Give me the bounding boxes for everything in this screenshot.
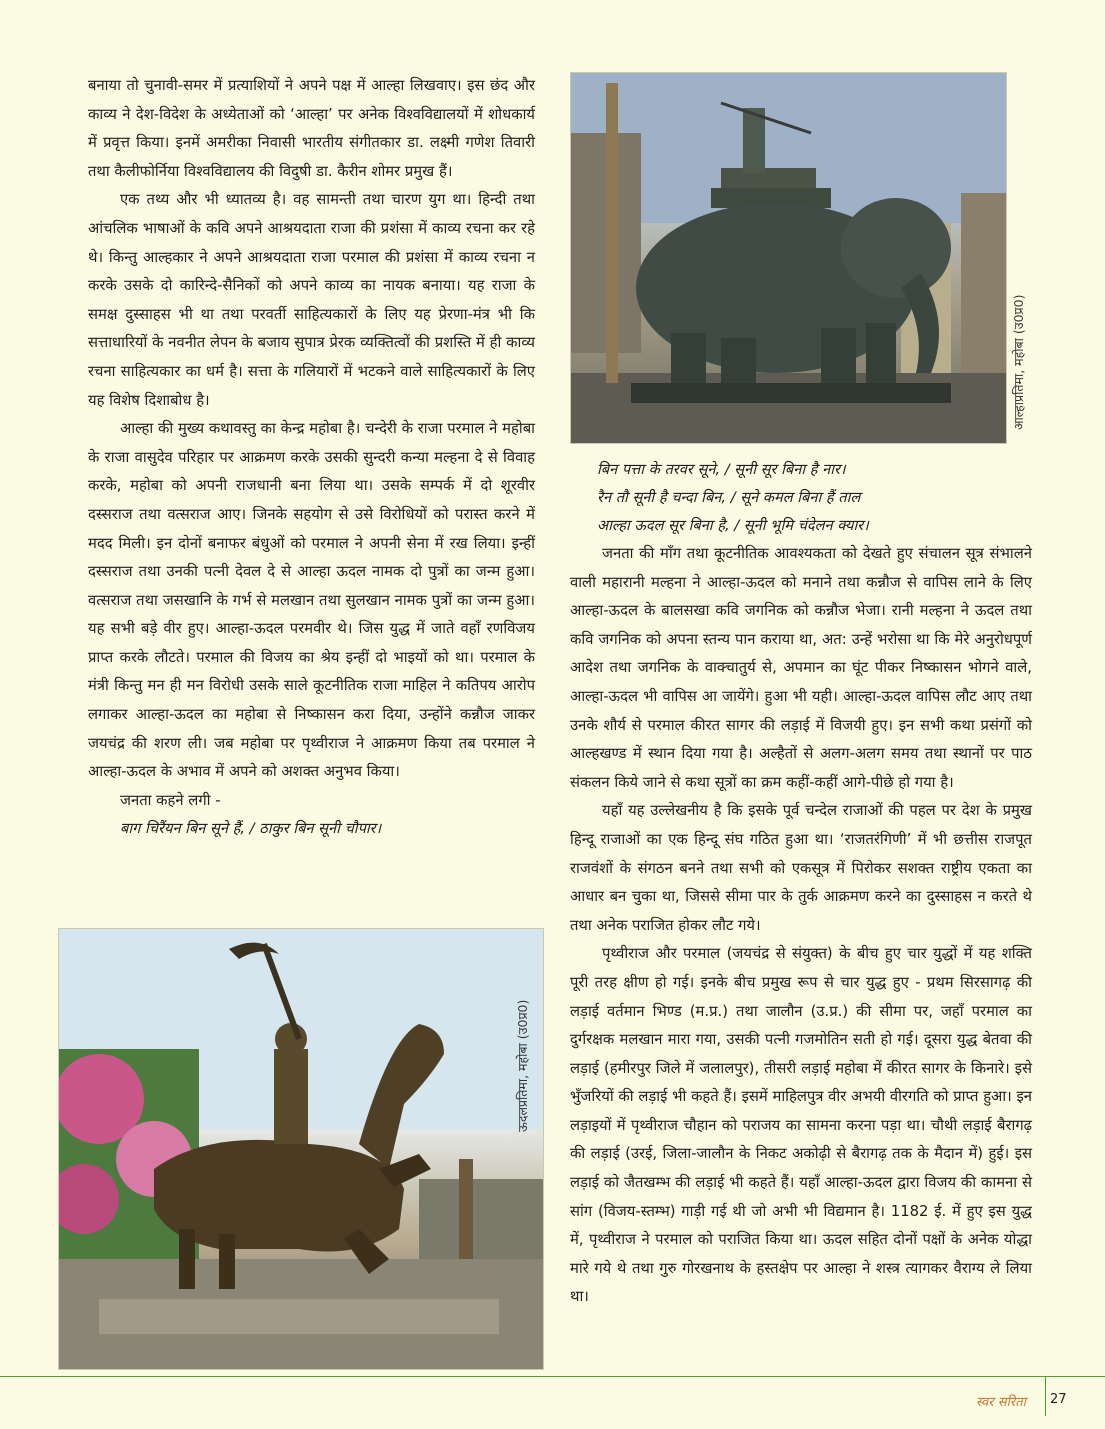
verse-line: रैन तौ सूनी है चन्दा बिन, / सूने कमल बिना हैं ताल [597,489,861,506]
horse-photo-caption: ऊदलप्रतिमा, महोबा (उ0प्र0) [515,999,530,1132]
paragraph: पृथ्वीराज और परमाल (जयचंद्र से संयुक्त) के बीच हुए चार युद्धों में यह शक्ति पूरी तरह क्षीण हो गई। इनके बीच प्रमुख रूप से चार युद्ध हुए - प्रथम सिरसागढ़ की लड़ाई वर्तमान भिण्ड (म.प्र.) तथा जालौन (उ.प्र.) की सीमा पर, जहाँ परमाल का दुर्गरक्षक मलखान मारा गया, उसकी पत्नी गजमोतिन सती हो गई। दूसरा युद्ध बेतवा की लड़ाई (हमीरपुर जिले में जलालपुर), तीसरी लड़ाई महोबा में कीरत सागर के किनारे। इसे भुँजरियों की लड़ाई भी कहते हैं। इसमें माहिलपुत्र वीर अभयी वीरगति को प्राप्त हुआ। इन लड़ाइयों में पृथ्वीराज चौहान को पराजय का सामना करना पड़ा था। चौथी लड़ाई बैरागढ़ की लड़ाई (उरई, जिला-जालौन के निकट अकोढ़ी से बैरागढ़ तक के मैदान में) हुई। इस लड़ाई को जैतखम्भ की लड़ाई भी कहते हैं। यहाँ आल्हा-ऊदल द्वारा विजय की कामना से सांग (विजय-स्तम्भ) गाड़ी गई थी जो अभी भी विद्यमान है। 1182 ई. में हुए इस युद्ध में, पृथ्वीराज ने परमाल को पराजित किया था। ऊदल सहित दोनों पक्षों के अनेक योद्धा मारे गये थे तथा गुरु गोरखनाथ के हस्तक्षेप पर आल्हा ने शस्त्र त्यागकर वैराग्य ले लिया था। [570,945,1032,1306]
footer-divider [0,1376,1105,1377]
right-verse [597,456,1017,540]
paragraph: यहाँ यह उल्लेखनीय है कि इसके पूर्व चन्देल राजाओं की पहल पर देश के प्रमुख हिन्दू राजाओं का एक हिन्दू संघ गठित हुआ था। ‘राजतरंगिणी’ में भी छत्तीस राजपूत राजवंशों के संगठन बनने तथा सभी को एकसूत्र में पिरोकर सशक्त राष्ट्रीय एकता का आधार बन चुका था, जिससे सीमा पार के तुर्क आक्रमण करने का दुस्साहस न करते थे तथा अनेक पराजित होकर लौट गये। [570,802,1032,934]
paragraph: आल्हा की मुख्य कथावस्तु का केन्द्र महोबा है। चन्देरी के राजा परमाल ने महोबा के राजा वासुदेव परिहार पर आक्रमण करके उसकी सुन्दरी कन्या मल्हना दे से विवाह करके, महोबा को अपनी राजधानी बना लिया था। उसके सम्पर्क में दो शूरवीर दस्सराज तथा वत्सराज आए। जिनके सहयोग से उसे विरोधियों को परास्त करने में मदद मिली। इन दोनों बनाफर बंधुओं को परमाल ने अपनी सेना में रख लिया। इन्हीं दस्सराज तथा उनकी पत्नी देवल दे से आल्हा ऊदल नामक दो पुत्रों का जन्म हुआ। वत्सराज तथा जसखानि के गर्भ से मलखान तथा सुलखान नामक पुत्रों का जन्म हुआ। यह सभी बड़े वीर हुए। आल्हा-ऊदल परमवीर थे। जिस युद्ध में जाते वहाँ रणविजय प्राप्त करके लौटते। परमाल की विजय का श्रेय इन्हीं दो भाइयों को था। परमाल के मंत्री किन्तु मन ही मन विरोधी उसके साले कूटनीतिक राजा माहिल ने कतिपय आरोप लगाकर आल्हा-ऊदल का महोबा से निष्कासन करा दिया, उन्होंने कन्नौज जाकर जयचंद्र की शरण ली। जब महोबा पर पृथ्वीराज ने आक्रमण किया तब परमाल ने आल्हा-ऊदल के अभाव में अपने को अशक्त अनुभव किया। [88,420,535,781]
udal-statue-photo [58,928,544,1370]
paragraph: जनता की माँग तथा कूटनीतिक आवश्यकता को देखते हुए संचालन सूत्र संभालने वाली महारानी मल्हना ने आल्हा-ऊदल को मनाने तथा कन्नौज से वापिस लाने के लिए आल्हा-ऊदल के बालसखा कवि जगनिक को कन्नौज भेजा। रानी मल्हना ने ऊदल तथा कवि जगनिक को अपना स्तन्य पान कराया था, अत: उन्हें भरोसा था कि मेरे अनुरोधपूर्ण आदेश तथा जगनिक के वाक्चातुर्य से, अपमान का घूंट पीकर निष्कासन भोगने वाले, आल्हा-ऊदल भी वापिस आ जायेंगे। हुआ भी यही। आल्हा-ऊदल वापिस लौट आए तथा उनके शौर्य से परमाल कीरत सागर की लड़ाई में विजयी हुए। इन सभी कथा प्रसंगों को आल्हखण्ड में स्थान दिया गया है। अल्हैतों से अलग-अलग समय तथा स्थानों पर पाठ संकलन किये जाने से कथा सूत्रों का क्रम कहीं-कहीं आगे-पीछे हो गया है। [570,545,1032,791]
paragraph: बनाया तो चुनावी-समर में प्रत्याशियों ने अपने पक्ष में आल्हा लिखवाए। इस छंद और काव्य ने देश-विदेश के अध्येताओं को ‘आल्हा’ पर अनेक विश्वविद्यालयों में शोधकार्य में प्रवृत्त किया। इनमें अमरीका निवासी भारतीय संगीतकार डा. लक्ष्मी गणेश तिवारी तथा कैलीफोर्निया विश्वविद्यालय की विदुषी डा. कैरीन शोमर प्रमुख हैं। [88,77,535,180]
page-number: 27 [1050,1392,1067,1407]
right-column [570,540,1032,1312]
magazine-title: स्वर सरिता [976,1395,1026,1410]
paragraph: एक तथ्य और भी ध्यातव्य है। वह सामन्ती तथा चारण युग था। हिन्दी तथा आंचलिक भाषाओं के कवि अपने आश्रयदाता राजा की प्रशंसा में काव्य रचना कर रहे थे। किन्तु आल्हकार ने अपने आश्रयदाता राजा परमाल की प्रशंसा में काव्य रचना न करके उसके दो कारिन्दे-सैनिकों को अपने काव्य का नायक बनाया। यह राजा के समक्ष दुस्साहस भी था तथा परवर्ती साहित्यकारों के लिए यह प्रेरणा-मंत्र भी कि सत्ताधारियों के नवनीत लेपन के बजाय सुपात्र प्रेरक व्यक्तित्वों की प्रशस्ति में ही काव्य रचना साहित्यकार का धर्म है। सत्ता के गलियारों में भटकने वाले साहित्यकारों के लिए यह विशेष दिशाबोध है। [88,191,535,409]
verse-line: आल्हा ऊदल सूर बिना है, / सूनी भूमि चंदेलन क्यार। [597,517,869,534]
elephant-photo-caption: आल्हाप्रतिमा, महोबा (उ0प्र0) [1011,294,1026,430]
aalha-statue-photo [570,72,1007,444]
verse-line: बिन पत्ता के तरवर सूने, / सूनी सूर बिना है नार। [597,461,846,478]
footer-vertical-divider [1045,1376,1046,1416]
verse-intro: जनता कहने लगी - [120,791,221,809]
verse-line: बाग चिरैंयन बिन सूने हैं, / ठाकुर बिन सूनी चौपार। [120,820,382,838]
left-column [88,72,535,843]
elephant-statue-image [571,73,1006,443]
horse-statue-image [59,929,543,1369]
